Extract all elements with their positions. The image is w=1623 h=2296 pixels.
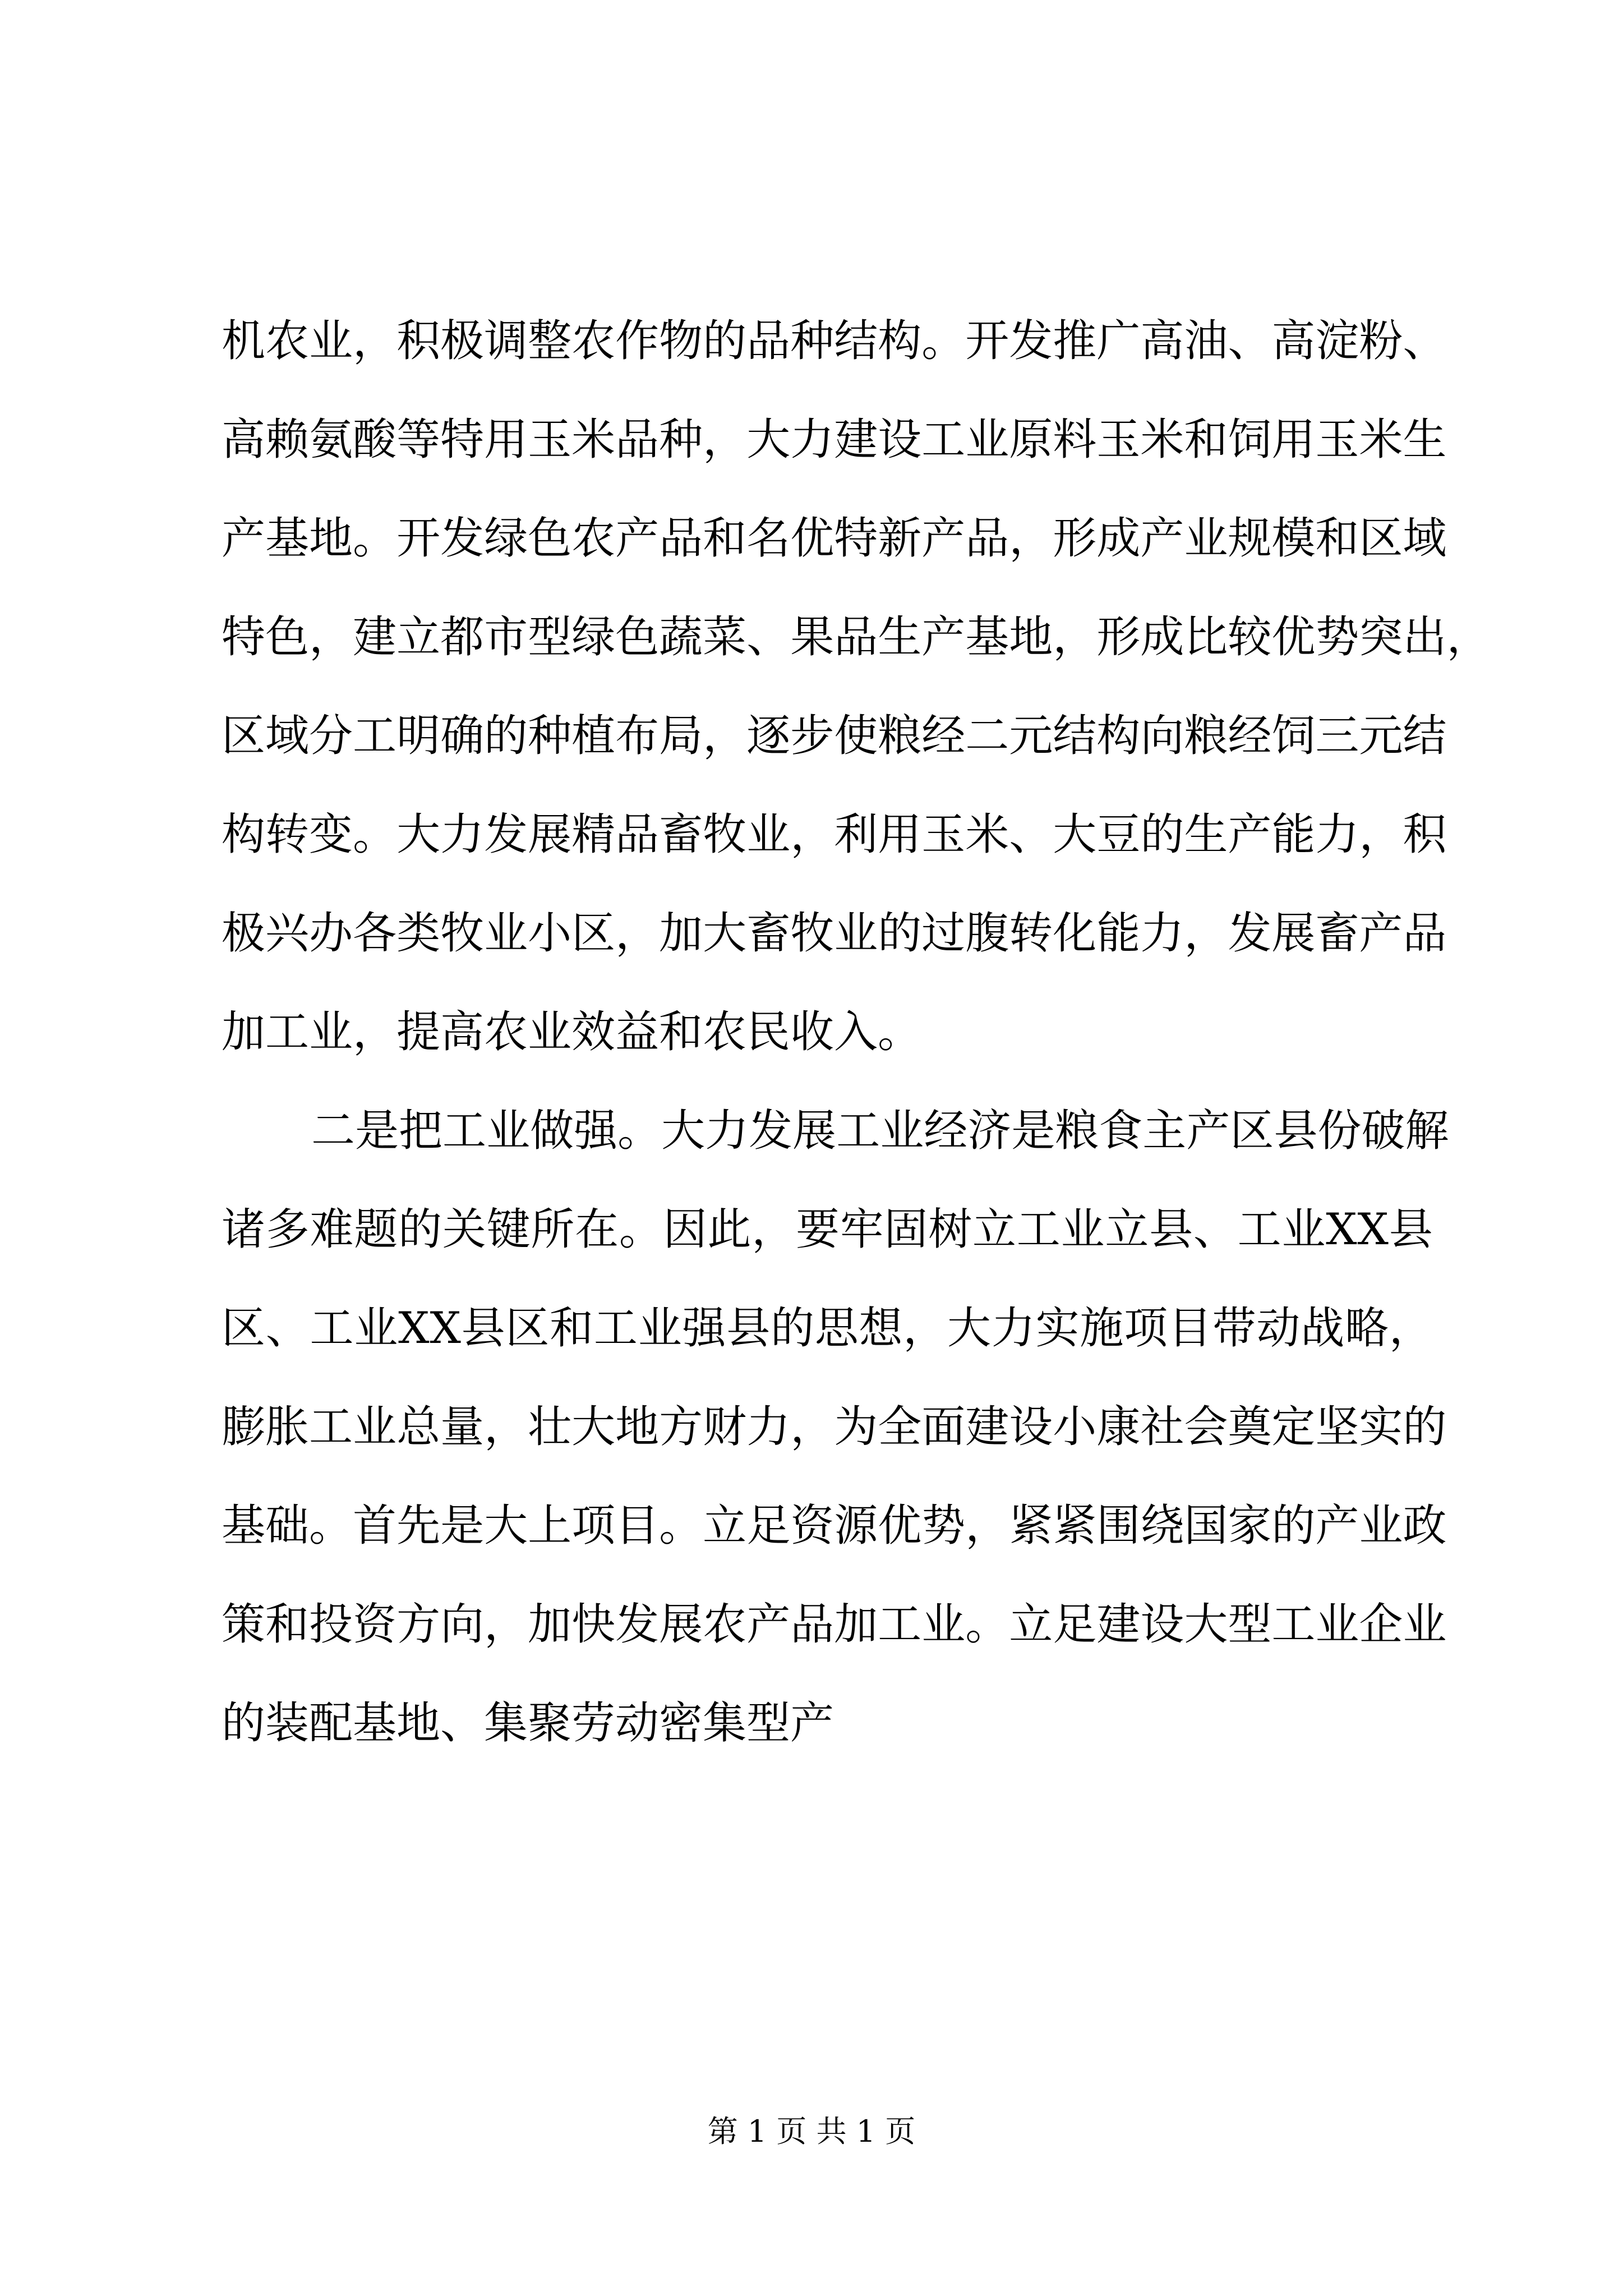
- text-line: 基 础 。 首 先 是 大 上 项 目 。 立 足 资 源 优 势 ， 紧 紧 围 绕 国 家 的 产 业 政: [222, 1501, 1447, 1551]
- paragraph-first-line: 二 是 把 工 业 做 强 。 大 力 发 展 工 业 经 济 是 粮 食 主 产 区 县 份 破 解: [311, 1106, 1449, 1156]
- text-line: 高 赖 氨 酸 等 特 用 玉 米 品 种 ， 大 力 建 设 工 业 原 料 玉 米 和 饲 用 玉 米 生: [222, 415, 1447, 465]
- text-line: 产 基 地 。 开 发 绿 色 农 产 品 和 名 优 特 新 产 品 ， 形 成 产 业 规 模 和 区 域: [222, 513, 1447, 564]
- text-line: 的装配基地、集聚劳动密集型产: [222, 1698, 834, 1749]
- text-line: 诸 多 难 题 的 关 键 所 在 。 因 此 ， 要 牢 固 树 立 工 业 立 县 、 工 业 X X 县: [222, 1204, 1433, 1255]
- text-line: 机 农 业 ， 积 极 调 整 农 作 物 的 品 种 结 构 。 开 发 推 广 高 油 、 高 淀 粉 、: [222, 316, 1447, 366]
- text-line: 膨 胀 工 业 总 量 ， 壮 大 地 方 财 力 ， 为 全 面 建 设 小 康 社 会 奠 定 坚 实 的: [222, 1402, 1447, 1452]
- document-body: [222, 292, 1491, 1773]
- page-number-footer: 第 1 页 共 1 页: [707, 2114, 916, 2149]
- text-line: 区 、 工 业 X X 县 区 和 工 业 强 县 的 思 想 ， 大 力 实 施 项 目 带 动 战 略 ，: [222, 1303, 1433, 1354]
- text-line: 区 域 分 工 明 确 的 种 植 布 局 ， 逐 步 使 粮 经 二 元 结 构 向 粮 经 饲 三 元 结: [222, 711, 1447, 761]
- text-line: 极 兴 办 各 类 牧 业 小 区 ， 加 大 畜 牧 业 的 过 腹 转 化 能 力 ， 发 展 畜 产 品: [222, 908, 1447, 959]
- text-line: 特 色 ， 建 立 都 市 型 绿 色 蔬 菜 、 果 品 生 产 基 地 ， 形 成 比 较 优 势 突 出 ，: [222, 612, 1491, 662]
- text-line: 加工业，提高农业效益和农民收入。: [222, 1007, 922, 1057]
- text-line: 策 和 投 资 方 向 ， 加 快 发 展 农 产 品 加 工 业 。 立 足 建 设 大 型 工 业 企 业: [222, 1599, 1447, 1650]
- text-line: 构 转 变 。 大 力 发 展 精 品 畜 牧 业 ， 利 用 玉 米 、 大 豆 的 生 产 能 力 ， 积: [222, 809, 1447, 860]
